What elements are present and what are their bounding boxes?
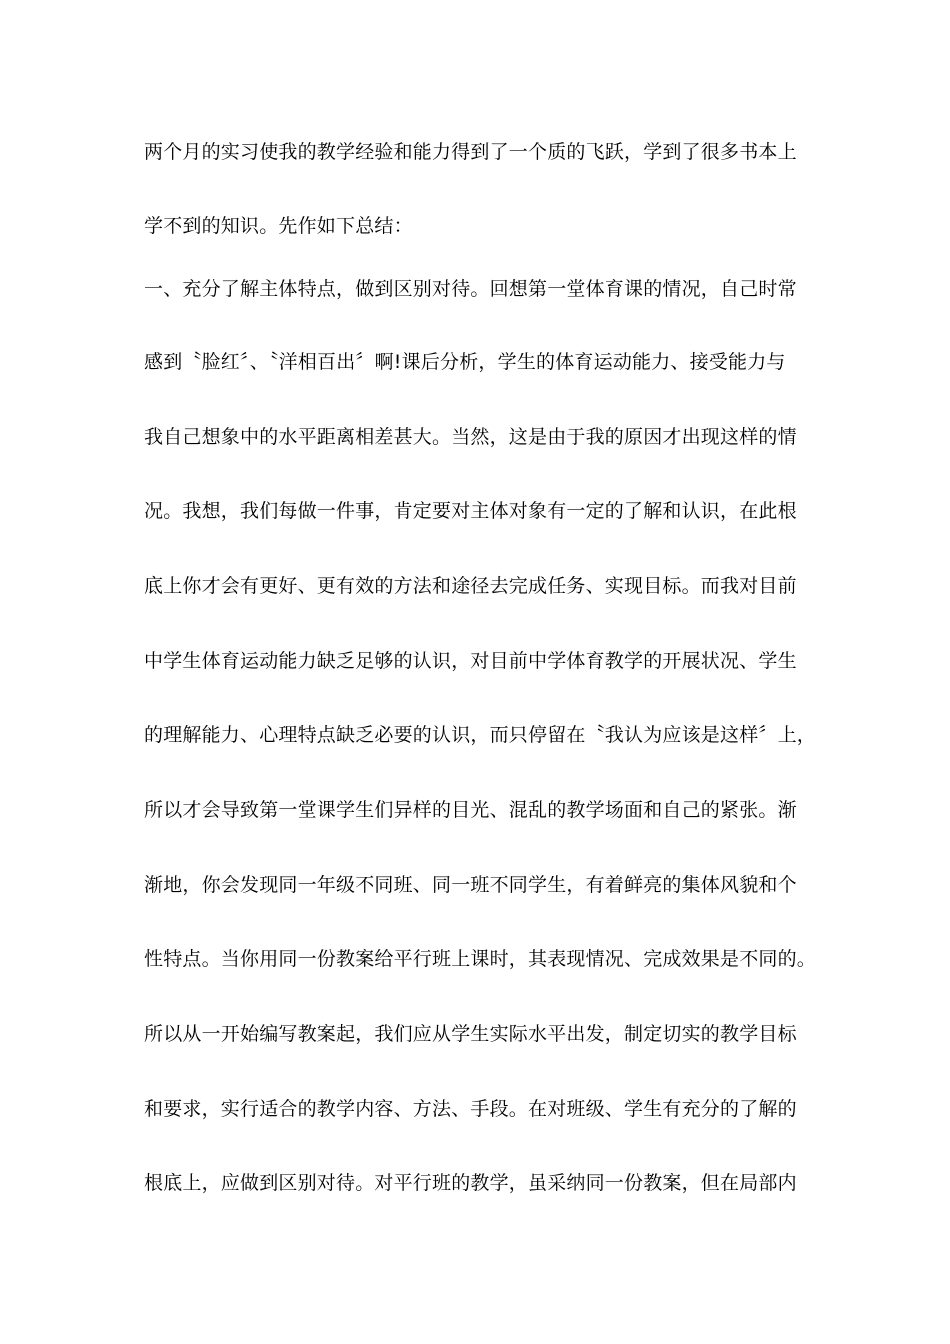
text-line-2: 学不到的知识。先作如下总结：	[144, 215, 413, 237]
text-line-13: 所以从一开始编写教案起，我们应从学生实际水平出发，制定切实的教学目标	[144, 1023, 797, 1045]
text-line-12: 性特点。当你用同一份教案给平行班上课时，其表现情况、完成效果是不同的。	[144, 948, 817, 970]
text-line-7: 底上你才会有更好、更有效的方法和途径去完成任务、实现目标。而我对目前	[144, 575, 797, 597]
text-line-9: 的理解能力、心理特点缺乏必要的认识，而只停留在〝我认为应该是这样〞上，	[144, 724, 817, 746]
text-line-1: 两个月的实习使我的教学经验和能力得到了一个质的飞跃，学到了很多书本上	[144, 141, 797, 163]
text-line-15: 根底上，应做到区别对待。对平行班的教学，虽采纳同一份教案，但在局部内	[144, 1172, 797, 1194]
text-line-11: 渐地，你会发现同一年级不同班、同一班不同学生，有着鲜亮的集体风貌和个	[144, 874, 797, 896]
text-line-10: 所以才会导致第一堂课学生们异样的目光、混乱的教学场面和自己的紧张。渐	[144, 799, 797, 821]
text-line-14: 和要求，实行适合的教学内容、方法、手段。在对班级、学生有充分的了解的	[144, 1098, 797, 1120]
text-line-5: 我自己想象中的水平距离相差甚大。当然，这是由于我的原因才出现这样的情	[144, 426, 797, 448]
text-line-6: 况。我想，我们每做一件事，肯定要对主体对象有一定的了解和认识，在此根	[144, 500, 797, 522]
text-line-4: 感到〝脸红〞、〝洋相百出〞啊!课后分析，学生的体育运动能力、接受能力与	[144, 351, 786, 373]
text-line-8: 中学生体育运动能力缺乏足够的认识，对目前中学体育教学的开展状况、学生	[144, 650, 797, 672]
text-line-3: 一、充分了解主体特点，做到区别对待。回想第一堂体育课的情况，自己时常	[144, 278, 797, 300]
